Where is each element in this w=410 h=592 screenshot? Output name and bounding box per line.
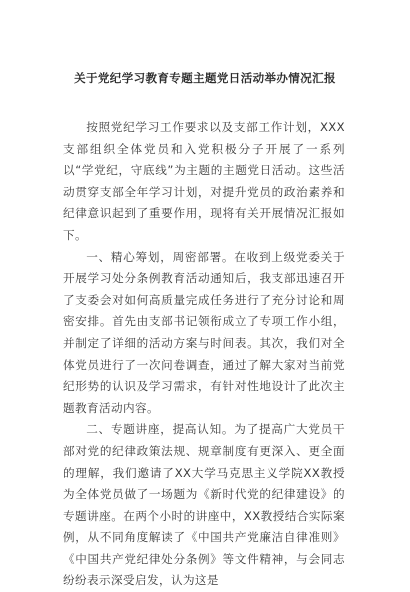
- document-body: [63, 117, 345, 592]
- paragraph-section-1: 一、精心筹划，周密部署。在收到上级党委关于开展学习处分条例教育活动通知后，我支部迅速召开了支委会对如何高质量完成任务进行了充分讨论和周密安排。首先由支部书记领衔成立了专项工作小组，并制定了详细的活动方案与时间表。其次，我们对全体党员进行了一次问卷调查，通过了解大家对当前党纪形势的认识及学习需求，有针对性地设计了此次主题教育活动内容。: [63, 249, 345, 415]
- paragraph-intro: 按照党纪学习工作要求以及支部工作计划，XXX支部组织全体党员和入党积极分子开展了一系列以“学党纪，守底线”为主题的主题党日活动。这些活动贯穿支部全年学习计划，对提升党员的政治素养和纪律意识起到了重要作用，现将有关开展情况汇报如下。: [63, 120, 345, 242]
- document-title: 关于党纪学习教育专题主题党日活动举办情况汇报: [74, 71, 336, 85]
- paragraph-section-2: 二、专题讲座，提高认知。为了提高广大党员干部对党的纪律政策法规、规章制度有更深入、更全面的理解，我们邀请了XX大学马克思主义学院XX教授为全体党员做了一场题为《新时代党的纪律建设》的专题讲座。在两个小时的讲座中，XX教授结合实际案例，从不同角度解读了《中国共产党廉洁自律准则》《中国共产党纪律处分条例》等文件精神，与会同志纷纷表示深受启发，认为这是: [63, 422, 345, 588]
